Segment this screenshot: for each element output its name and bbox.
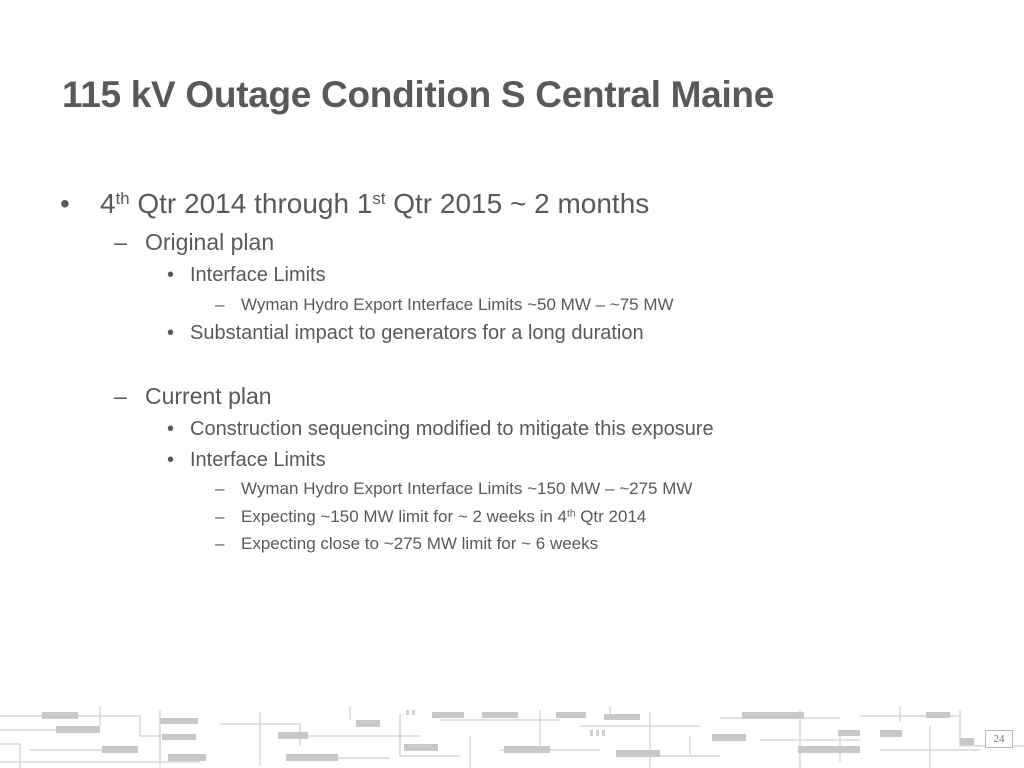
wyman-current-limits: Wyman Hydro Export Interface Limits ~150 MW – ~275 MW [241, 479, 693, 498]
expecting-275-item: Expecting close to ~275 MW limit for ~ 6 weeks [241, 534, 599, 553]
text-part: Qtr 2015 ~ 2 months [385, 188, 650, 219]
bullet-date-range [100, 188, 649, 220]
circuit-footer-decoration [0, 706, 1024, 768]
dash-marker: – [114, 383, 127, 409]
superscript: st [372, 188, 386, 208]
interface-limits-item: Interface Limits [190, 264, 326, 286]
text-part: 4 [100, 188, 116, 219]
bullet-marker: • [167, 449, 175, 471]
dash-marker: – [114, 229, 127, 255]
dash-marker: – [215, 479, 225, 498]
text-part: Qtr 2014 [575, 507, 647, 526]
dash-marker: – [215, 534, 225, 553]
current-plan-heading: Current plan [145, 383, 272, 409]
wyman-original-limits: Wyman Hydro Export Interface Limits ~50 MW – ~75 MW [241, 295, 674, 314]
text-part: Expecting ~150 MW limit for ~ 2 weeks in 4 [241, 507, 567, 526]
text-part: Qtr 2014 through 1 [129, 188, 373, 219]
bullet-marker: • [167, 418, 175, 440]
construction-item: Construction sequencing modified to mitigate this exposure [190, 418, 714, 440]
substantial-impact-item: Substantial impact to generators for a long duration [190, 322, 644, 344]
interface-limits-item: Interface Limits [190, 449, 326, 471]
bullet-marker: • [60, 188, 70, 219]
slide-title: 115 kV Outage Condition S Central Maine [62, 74, 775, 115]
expecting-150-item [241, 507, 646, 527]
original-plan-heading: Original plan [145, 229, 275, 255]
superscript: th [566, 508, 576, 520]
bullet-marker: • [167, 322, 175, 344]
superscript: th [115, 188, 130, 208]
page-number: 24 [985, 730, 1013, 748]
bullet-marker: • [167, 264, 175, 286]
dash-marker: – [215, 295, 225, 314]
dash-marker: – [215, 507, 225, 526]
